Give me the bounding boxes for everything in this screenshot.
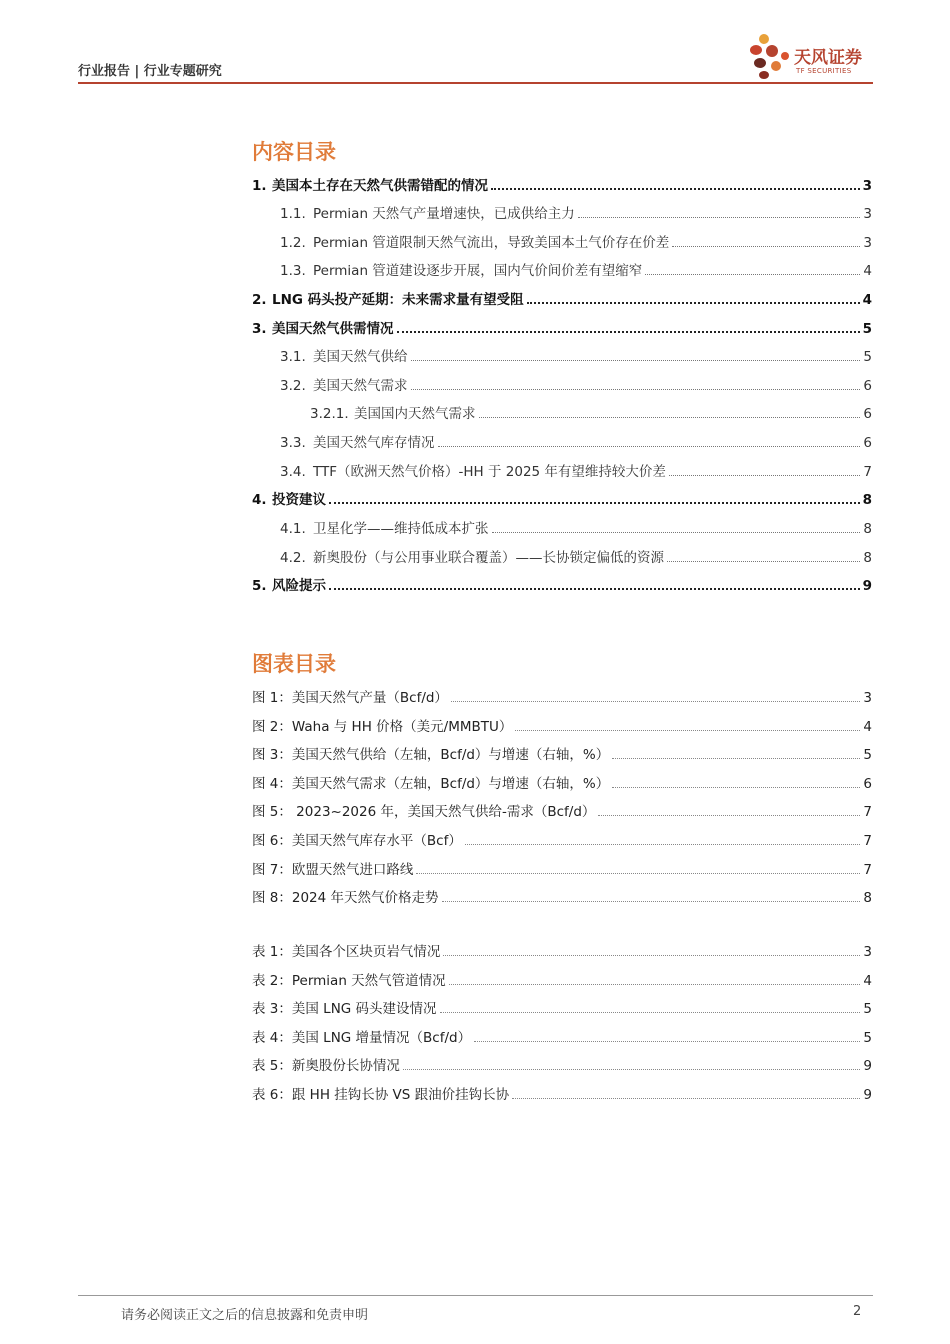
table-entry[interactable]: 表 1：美国各个区块页岩气情况 3 [252,944,872,960]
toc-entry[interactable]: 4.2. 新奥股份（与公用事业联合覆盖）——长协锁定偏低的资源 8 [280,550,872,566]
toc-entry[interactable]: 5. 风险提示 9 [252,578,872,594]
toc-entry[interactable]: 1.3. Permian 管道建设逐步开展，国内气价间价差有望缩窄 4 [280,263,872,279]
toc-entry[interactable]: 3.4. TTF（欧洲天然气价格）-HH 于 2025 年有望维持较大价差 7 [280,464,872,480]
toc-entry[interactable]: 1.1. Permian 天然气产量增速快，已成供给主力 3 [280,206,872,222]
report-breadcrumb: 行业报告 | 行业专题研究 [78,64,222,79]
table-entry[interactable]: 表 6：跟 HH 挂钩长协 VS 跟油价挂钩长协 9 [252,1087,872,1103]
toc-entry[interactable]: 3.2. 美国天然气需求 6 [280,378,872,394]
toc-entry[interactable]: 3.1. 美国天然气供给 5 [280,349,872,365]
figures-title: 图表目录 [252,652,336,676]
table-entry[interactable]: 表 4：美国 LNG 增量情况（Bcf/d） 5 [252,1030,872,1046]
footer-disclaimer: 请务必阅读正文之后的信息披露和免责申明 [121,1308,369,1323]
figure-entry[interactable]: 图 8：2024 年天然气价格走势 8 [252,890,872,906]
footer-divider [78,1295,873,1296]
toc-entry[interactable]: 3. 美国天然气供需情况 5 [252,321,872,337]
toc-entry[interactable]: 3.3. 美国天然气库存情况 6 [280,435,872,451]
page-number: 2 [853,1304,862,1319]
logo-name: 天风证券 [794,48,862,68]
table-entry[interactable]: 表 3：美国 LNG 码头建设情况 5 [252,1001,872,1017]
figure-entry[interactable]: 图 7：欧盟天然气进口路线 7 [252,862,872,878]
figure-entry[interactable]: 图 2：Waha 与 HH 价格（美元/MMBTU） 4 [252,719,872,735]
toc-entry[interactable]: 3.2.1. 美国国内天然气需求 6 [310,406,872,422]
figure-entry[interactable]: 图 1：美国天然气产量（Bcf/d） 3 [252,690,872,706]
table-entry[interactable]: 表 5：新奥股份长协情况 9 [252,1058,872,1074]
figure-entry[interactable]: 图 5： 2023~2026 年，美国天然气供给-需求（Bcf/d） 7 [252,804,872,820]
table-entry[interactable]: 表 2：Permian 天然气管道情况 4 [252,973,872,989]
figure-entry[interactable]: 图 6：美国天然气库存水平（Bcf） 7 [252,833,872,849]
toc-entry[interactable]: 4. 投资建议 8 [252,492,872,508]
toc-entry[interactable]: 1.2. Permian 管道限制天然气流出，导致美国本土气价存在价差 3 [280,235,872,251]
toc-entry[interactable]: 2. LNG 码头投产延期：未来需求量有望受阻 4 [252,292,872,308]
figure-entry[interactable]: 图 3：美国天然气供给（左轴，Bcf/d）与增速（右轴，%） 5 [252,747,872,763]
contents-title: 内容目录 [252,140,336,164]
toc-entry[interactable]: 1. 美国本土存在天然气供需错配的情况 3 [252,178,872,194]
logo-subtitle: TF SECURITIES [796,67,852,75]
figure-entry[interactable]: 图 4：美国天然气需求（左轴，Bcf/d）与增速（右轴，%） 6 [252,776,872,792]
header-divider [78,82,873,84]
toc-entry[interactable]: 4.1. 卫星化学——维持低成本扩张 8 [280,521,872,537]
